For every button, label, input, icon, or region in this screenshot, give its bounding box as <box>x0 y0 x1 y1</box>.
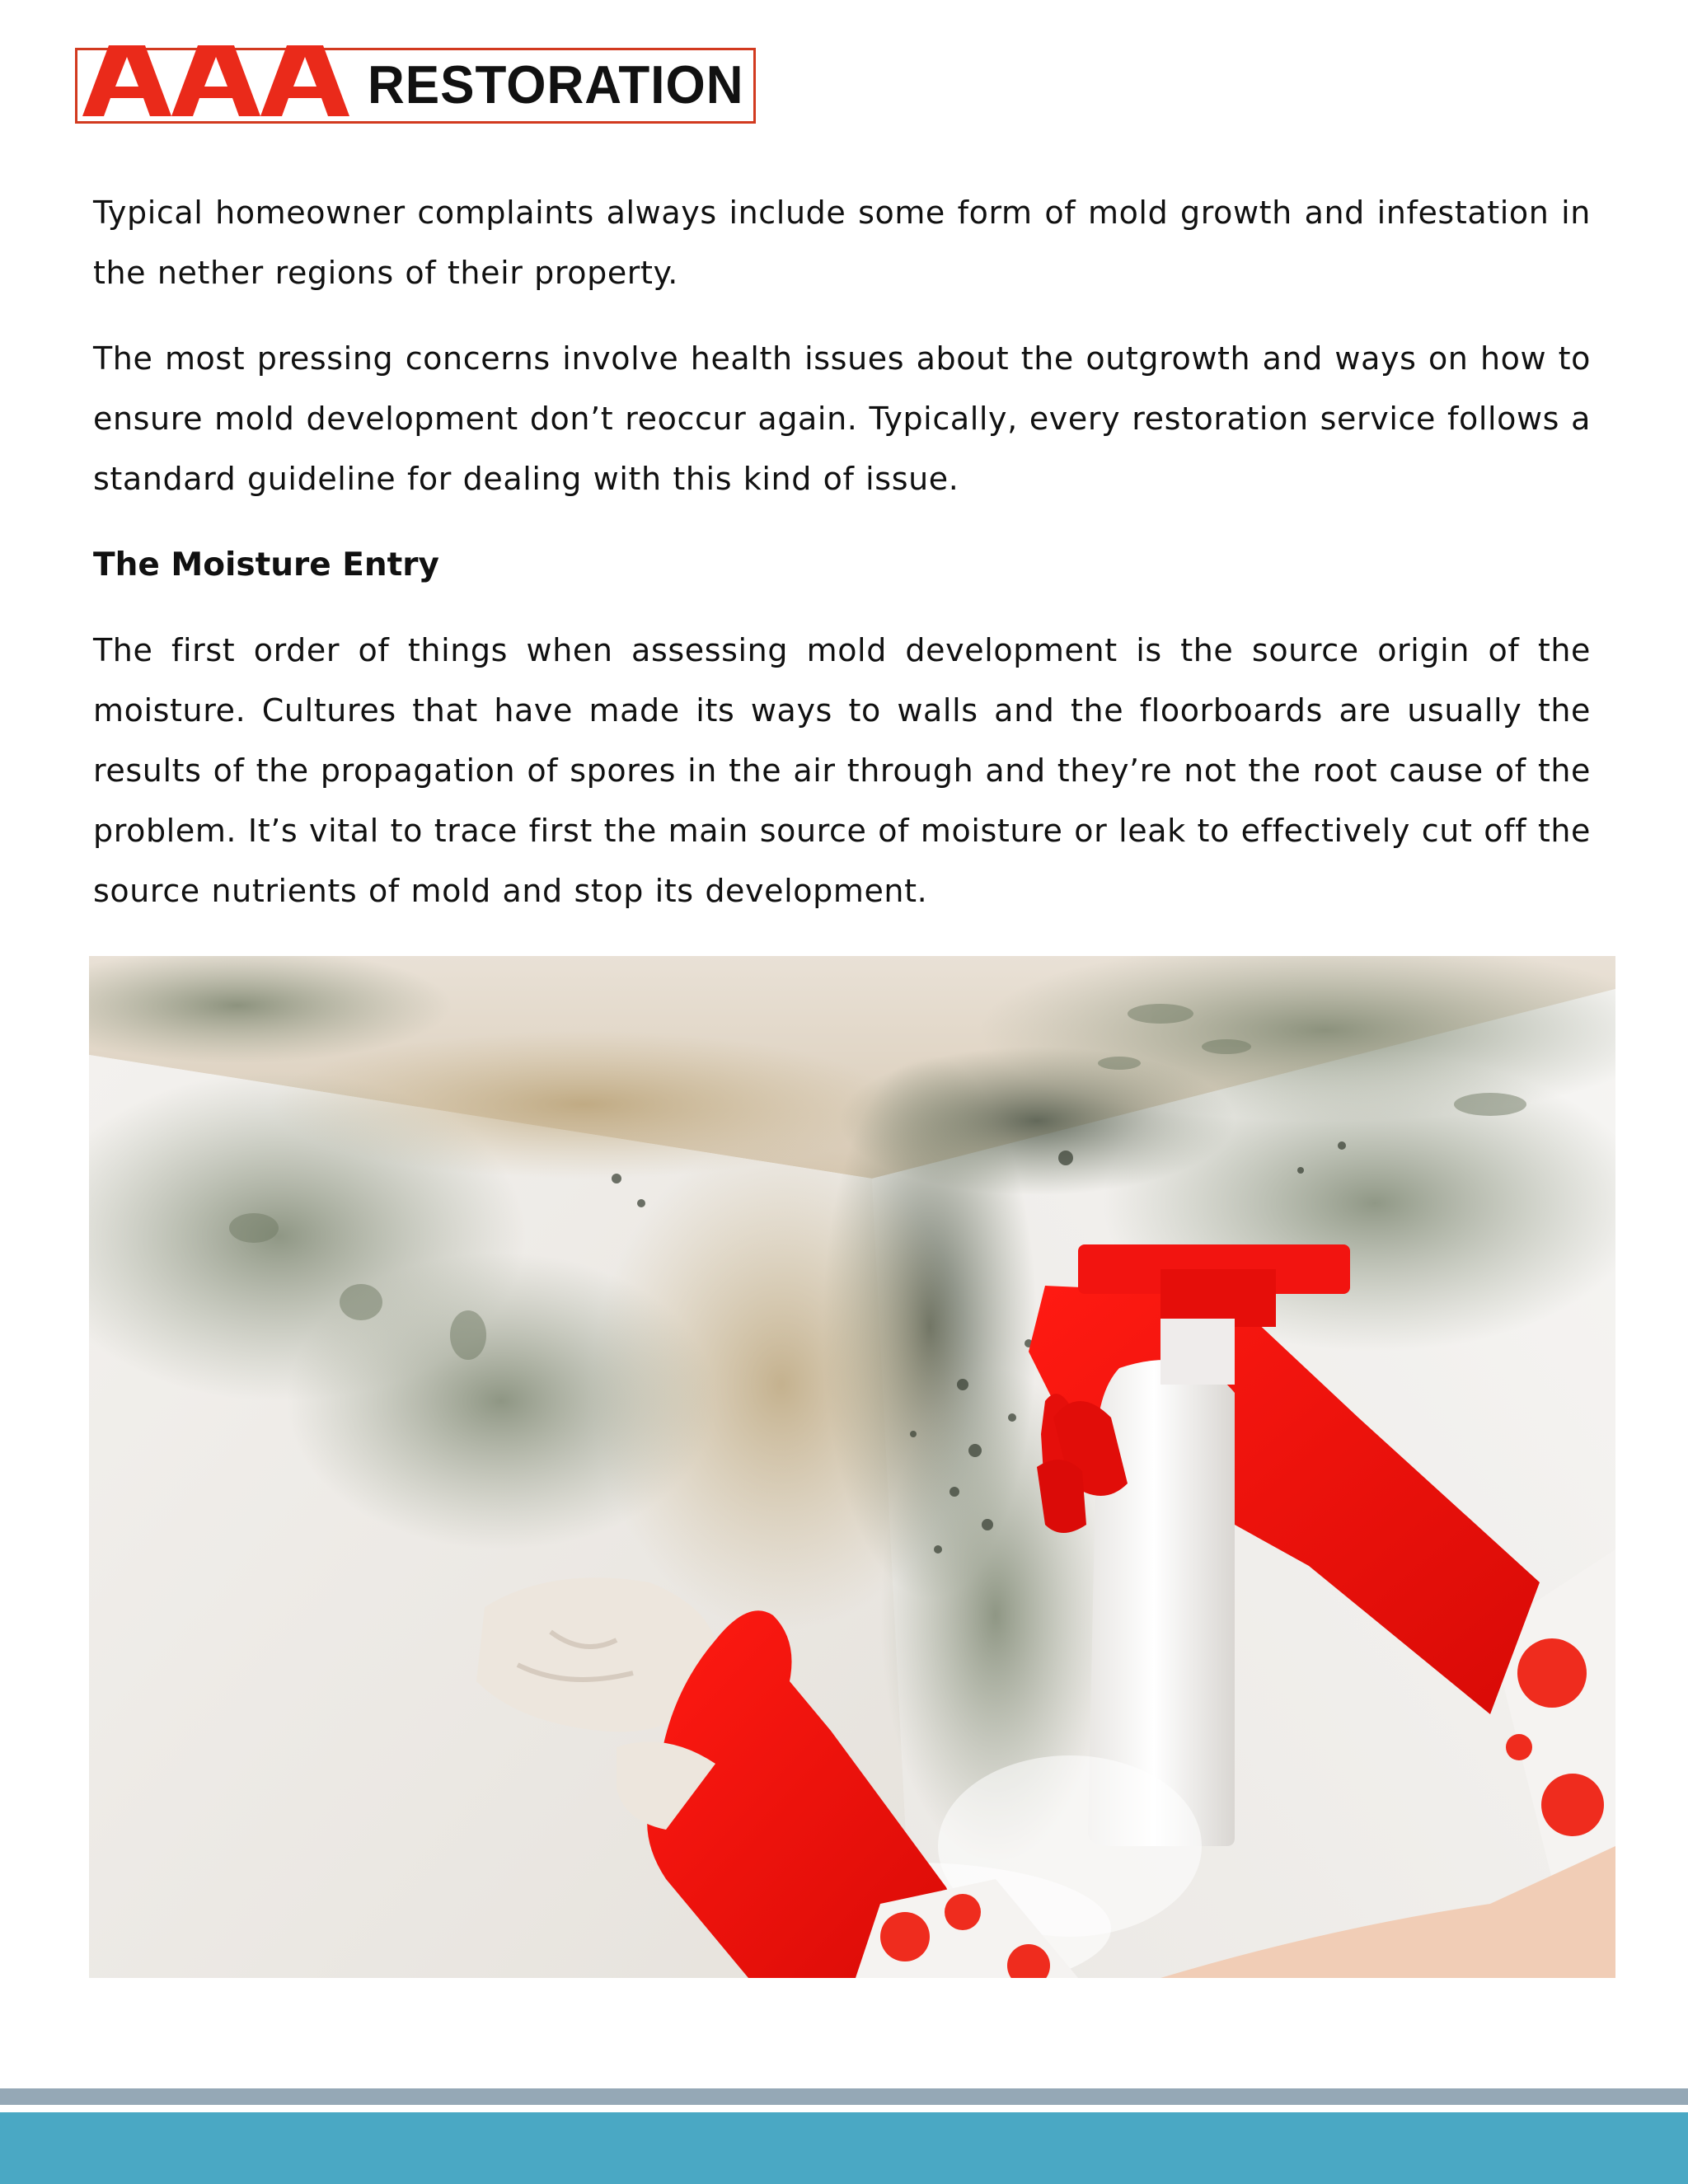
footer-bar <box>0 2112 1688 2184</box>
intro-paragraph-1: Typical homeowner complaints always include some form of mold growth and infestation in the nether regions of their property. <box>93 194 1591 291</box>
article-body <box>93 183 1591 947</box>
logo-letter-a <box>171 45 260 121</box>
company-logo <box>75 48 756 124</box>
footer-divider-line <box>0 2088 1688 2105</box>
logo-letter-a <box>260 45 349 121</box>
section-heading: The Moisture Entry <box>93 546 439 583</box>
intro-paragraph-2: The most pressing concerns involve health issues about the outgrowth and ways on how to ensure mold development don’t reoccur again. Typically, every restoration service follows a standard guideline for dealing with this kind of issue. <box>93 340 1591 497</box>
logo-aaa-mark <box>77 50 349 121</box>
body-paragraph-1: The first order of things when assessing mold development is the source origin of the moisture. Cultures that have made its ways to walls and the floorboards are usually the results of the propagation of spores in the air through and they’re not the root cause of the problem. It’s vital to trace first the main source of moisture or leak to effectively cut off the source nutrients of mold and stop its development. <box>93 632 1591 909</box>
mold-cleaning-photo <box>89 956 1615 1978</box>
logo-wordmark: RESTORATION <box>368 55 744 115</box>
logo-letter-a <box>82 45 171 121</box>
